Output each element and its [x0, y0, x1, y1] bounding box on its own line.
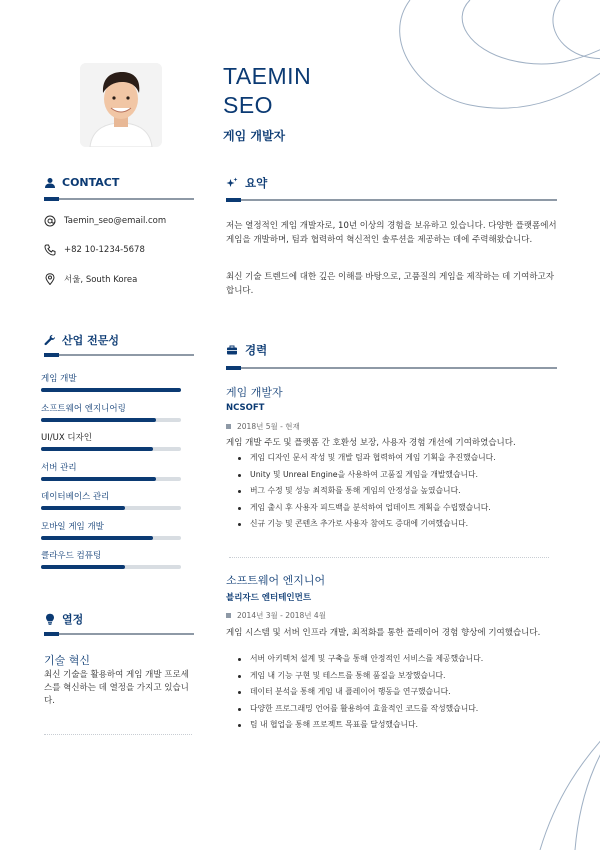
skill-level-fill	[41, 418, 156, 422]
skill-level-bar	[41, 565, 181, 569]
contact-email[interactable]	[44, 215, 166, 227]
passion-heading	[44, 611, 83, 627]
skill-label: 소프트웨어 엔지니어링	[41, 403, 126, 414]
job-bullet-item: 게임 출시 후 사용자 피드백을 분석하여 업데이트 계획을 수립했습니다.	[238, 500, 558, 517]
briefcase-icon	[226, 344, 238, 356]
skill-level-bar	[41, 536, 181, 540]
passion-heading-label: 열정	[62, 613, 84, 626]
profile-photo	[80, 63, 162, 147]
job-2-date	[226, 610, 326, 621]
summary-heading-label: 요약	[245, 176, 268, 190]
contact-phone[interactable]	[44, 244, 145, 256]
job-1-date	[226, 421, 300, 432]
skill-level-fill	[41, 536, 153, 540]
at-sign-icon	[44, 215, 56, 227]
contact-email-text: Taemin_seo@email.com	[64, 216, 167, 226]
skills-heading-label: 산업 전문성	[62, 334, 119, 347]
job-bullet-item: 신규 기능 및 콘텐츠 추가로 사용자 참여도 증대에 기여했습니다.	[238, 516, 558, 533]
job-2-company: 블리자드 엔터테인먼트	[226, 593, 312, 603]
contact-location-text: 서울, South Korea	[64, 275, 138, 285]
skill-label: 모바일 게임 개발	[41, 521, 104, 532]
experience-divider	[226, 367, 557, 369]
passion-text: 최신 기술을 활용하여 게임 개발 프로세스를 혁신하는 데 열정을 가지고 있습니다.	[44, 670, 189, 706]
skill-level-bar	[41, 447, 181, 451]
date-bullet-icon	[226, 613, 231, 618]
contact-heading	[44, 176, 119, 189]
skill-level-fill	[41, 477, 156, 481]
job-1-company: NCSOFT	[226, 403, 265, 413]
date-bullet-icon	[226, 424, 231, 429]
experience-heading-label: 경력	[245, 343, 268, 357]
skill-label: 서버 관리	[41, 462, 77, 473]
sparkle-icon	[226, 177, 238, 189]
skill-level-bar	[41, 388, 181, 392]
summary-divider	[226, 199, 557, 201]
job-1-bullets	[238, 450, 558, 533]
job-2-title: 소프트웨어 엔지니어	[226, 574, 326, 587]
job-bullet-item: Unity 및 Unreal Engine을 사용하여 고품질 게임을 개발했습니다.	[238, 467, 558, 484]
avatar-illustration	[80, 63, 162, 147]
wrench-icon	[44, 334, 56, 346]
skill-level-bar	[41, 506, 181, 510]
skill-level-bar	[41, 418, 181, 422]
passion-divider	[44, 633, 194, 635]
job-2-date-text: 2014년 3월 - 2018년 4월	[237, 611, 326, 620]
skill-label: UI/UX 디자인	[41, 433, 92, 443]
summary-paragraph-1: 저는 열정적인 게임 개발자로, 10년 이상의 경험을 보유하고 있습니다. 다양한 플랫폼에서 게임을 개발하며, 팀과 협력하여 혁신적인 솔루션을 제공하는 데에 주력해왔습니다.	[226, 221, 557, 245]
skill-level-fill	[41, 447, 153, 451]
job-title: 게임 개발자	[223, 129, 286, 143]
skill-level-fill	[41, 565, 125, 569]
job-1-description: 게임 개발 주도 및 플랫폼 간 호환성 보장, 사용자 경험 개선에 기여하였습니다.	[226, 438, 516, 448]
skill-level-bar	[41, 477, 181, 481]
job-divider	[229, 557, 549, 558]
job-bullet-item: 게임 내 기능 구현 및 테스트를 통해 품질을 보장했습니다.	[238, 668, 558, 685]
skill-level-fill	[41, 506, 125, 510]
skill-label: 데이터베이스 관리	[41, 492, 110, 502]
summary-paragraph-2: 최신 기술 트렌드에 대한 깊은 이해를 바탕으로, 고품질의 게임을 제작하는 데 기여하고자 합니다.	[226, 272, 555, 296]
full-name	[223, 62, 311, 120]
job-2-bullets	[238, 651, 558, 734]
job-bullet-item: 다양한 프로그래밍 언어를 활용하여 효율적인 코드를 작성했습니다.	[238, 701, 558, 718]
contact-divider	[44, 198, 194, 200]
job-bullet-item: 버그 수정 및 성능 최적화를 통해 게임의 안정성을 높였습니다.	[238, 483, 558, 500]
skill-label: 게임 개발	[41, 374, 77, 384]
skills-divider	[44, 354, 194, 356]
contact-heading-label: CONTACT	[62, 176, 120, 189]
skill-label: 클라우드 컴퓨팅	[41, 551, 102, 561]
experience-heading	[226, 342, 267, 358]
skills-heading	[44, 332, 119, 348]
job-bullet-item: 게임 디자인 문서 작성 및 개발 팀과 협력하여 게임 기획을 추진했습니다.	[238, 450, 558, 467]
contact-phone-text: +82 10-1234-5678	[64, 245, 145, 255]
person-icon	[44, 177, 56, 189]
passion-bottom-divider	[44, 734, 192, 735]
job-1-date-text: 2018년 5월 - 현재	[237, 422, 300, 431]
location-pin-icon	[44, 273, 56, 285]
summary-heading	[226, 175, 267, 191]
last-name: SEO	[223, 92, 274, 118]
phone-icon	[44, 244, 56, 256]
job-2-description: 게임 시스템 및 서버 인프라 개발, 최적화를 통한 플레이어 경험 향상에 기여했습니다.	[226, 628, 541, 638]
contact-location	[44, 273, 137, 285]
job-1-title: 게임 개발자	[226, 386, 283, 399]
passion-title: 기술 혁신	[44, 654, 91, 667]
job-bullet-item: 팀 내 협업을 통해 프로젝트 목표를 달성했습니다.	[238, 717, 558, 734]
skill-level-fill	[41, 388, 181, 392]
lightbulb-icon	[44, 613, 56, 625]
job-bullet-item: 데이터 분석을 통해 게임 내 플레이어 행동을 연구했습니다.	[238, 684, 558, 701]
first-name: TAEMIN	[223, 63, 312, 89]
job-bullet-item: 서버 아키텍처 설계 및 구축을 통해 안정적인 서비스를 제공했습니다.	[238, 651, 558, 668]
